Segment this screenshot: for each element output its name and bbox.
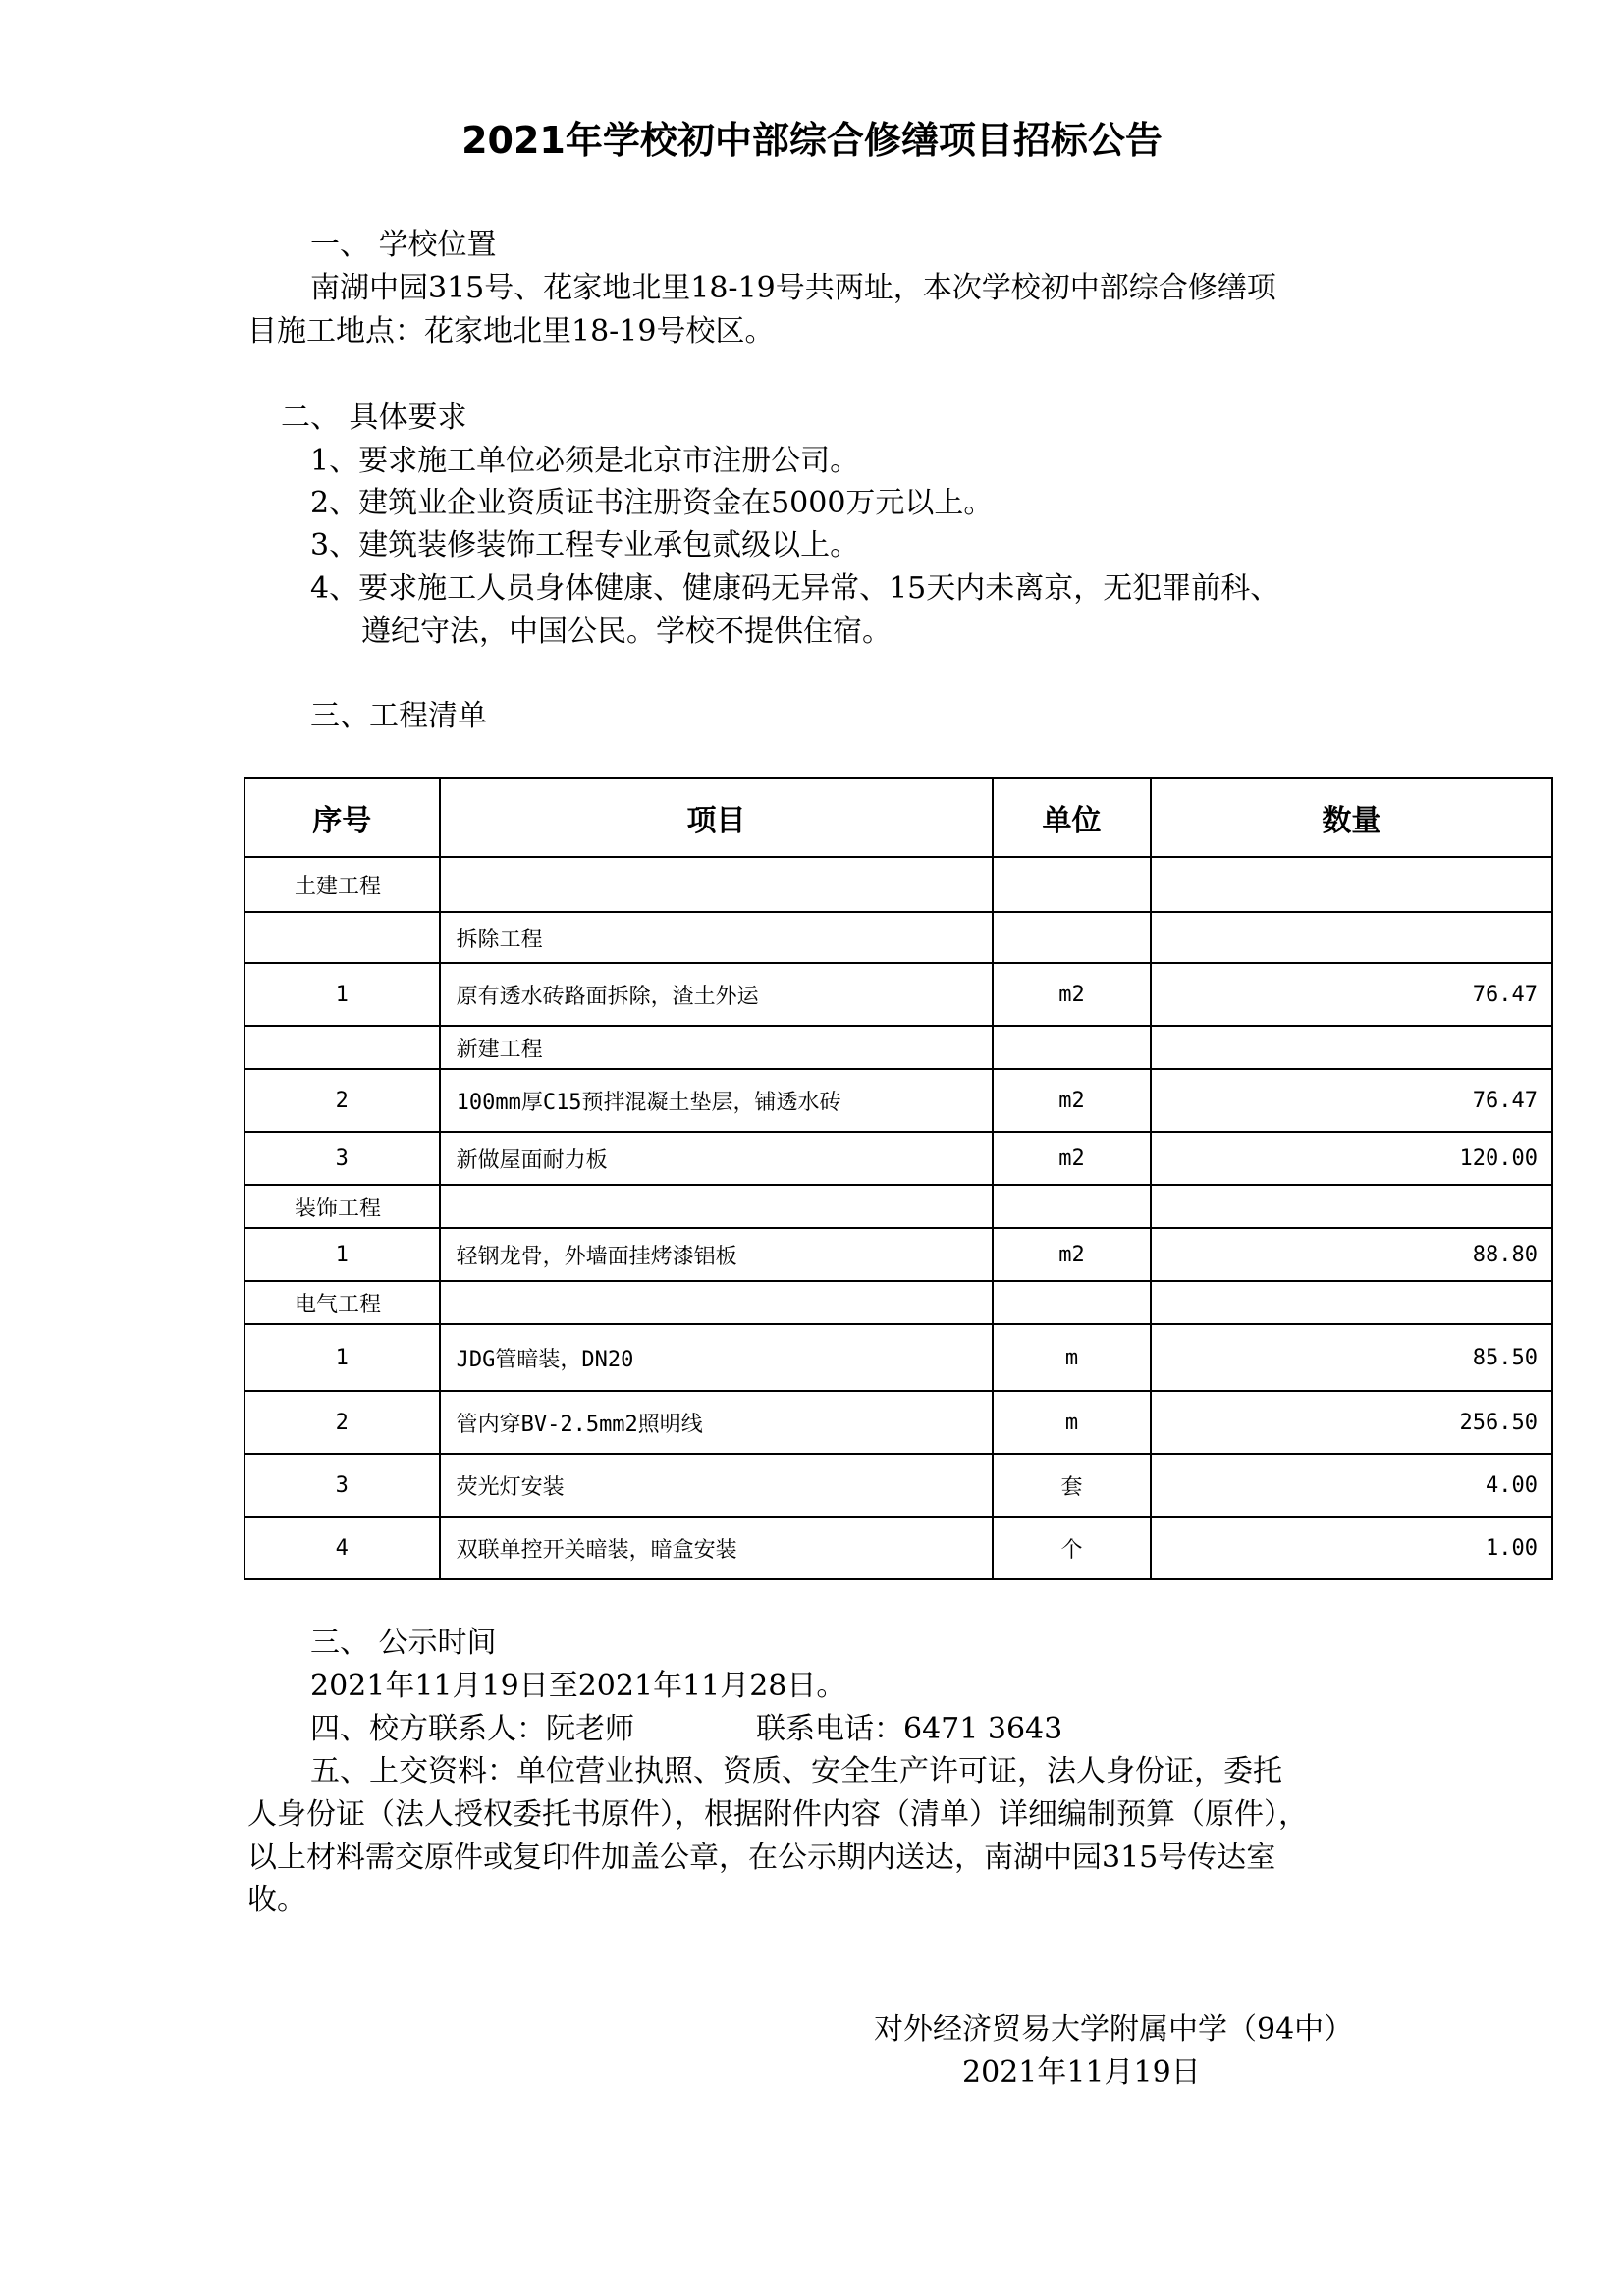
number-cell (244, 912, 440, 963)
number-cell: 2 (244, 1069, 440, 1132)
unit-cell: m2 (993, 1132, 1150, 1185)
table-row (244, 1454, 1552, 1517)
bill-of-quantities-table (244, 777, 1553, 1580)
quantity-cell: 76.47 (1151, 1069, 1552, 1132)
quantity-cell: 256.50 (1151, 1391, 1552, 1454)
table-row-category (244, 1281, 1552, 1324)
issuer-organization: 对外经济贸易大学附属中学（94中） (874, 2012, 1354, 2047)
section1-heading: 一、 学校位置 (310, 228, 497, 262)
subcategory-cell: 新建工程 (440, 1026, 994, 1069)
item-cell: 100mm厚C15预拌混凝土垫层，铺透水砖 (440, 1069, 994, 1132)
header-item: 项目 (440, 778, 994, 857)
contact-person: 四、校方联系人：阮老师 (310, 1712, 634, 1746)
unit-cell: m2 (993, 1069, 1150, 1132)
requirement-item: 3、建筑装修装饰工程专业承包贰级以上。 (310, 528, 860, 562)
number-cell: 3 (244, 1454, 440, 1517)
number-cell: 1 (244, 963, 440, 1026)
category-cell: 电气工程 (244, 1281, 440, 1324)
unit-cell: m (993, 1391, 1150, 1454)
table-row-subcategory (244, 1026, 1552, 1069)
item-cell: 新做屋面耐力板 (440, 1132, 994, 1185)
unit-cell (993, 1185, 1150, 1228)
section1-line2: 目施工地点：花家地北里18-19号校区。 (247, 314, 775, 348)
subcategory-cell: 拆除工程 (440, 912, 994, 963)
item-cell: 原有透水砖路面拆除，渣土外运 (440, 963, 994, 1026)
unit-cell (993, 857, 1150, 912)
number-cell: 3 (244, 1132, 440, 1185)
unit-cell: 套 (993, 1454, 1150, 1517)
quantity-cell (1151, 1281, 1552, 1324)
quantity-cell (1151, 857, 1552, 912)
submission-line2: 人身份证（法人授权委托书原件），根据附件内容（清单）详细编制预算（原件）， (247, 1797, 1308, 1832)
submission-line1: 五、上交资料：单位营业执照、资质、安全生产许可证，法人身份证，委托 (310, 1754, 1282, 1789)
table-row (244, 963, 1552, 1026)
item-cell: JDG管暗装，DN20 (440, 1324, 994, 1391)
item-cell (440, 1281, 994, 1324)
table-row (244, 1324, 1552, 1391)
unit-cell (993, 1281, 1150, 1324)
quantity-cell: 1.00 (1151, 1517, 1552, 1579)
quantity-cell: 88.80 (1151, 1228, 1552, 1281)
category-cell: 装饰工程 (244, 1185, 440, 1228)
number-cell: 1 (244, 1324, 440, 1391)
unit-cell: m (993, 1324, 1150, 1391)
category-cell: 土建工程 (244, 857, 440, 912)
quantity-cell: 85.50 (1151, 1324, 1552, 1391)
quantity-cell: 4.00 (1151, 1454, 1552, 1517)
document-title: 2021年学校初中部综合修缮项目招标公告 (461, 119, 1163, 162)
number-cell: 4 (244, 1517, 440, 1579)
unit-cell (993, 1026, 1150, 1069)
table-row-subcategory (244, 912, 1552, 963)
requirement-item: 1、要求施工单位必须是北京市注册公司。 (310, 444, 860, 478)
section2-heading: 二、 具体要求 (281, 400, 467, 435)
publicity-period: 2021年11月19日至2021年11月28日。 (310, 1669, 846, 1703)
quantity-cell (1151, 912, 1552, 963)
requirement-item-continued: 遵纪守法，中国公民。学校不提供住宿。 (361, 614, 892, 649)
unit-cell: 个 (993, 1517, 1150, 1579)
table-row (244, 1228, 1552, 1281)
quantity-cell (1151, 1185, 1552, 1228)
issue-date: 2021年11月19日 (962, 2056, 1201, 2090)
item-cell: 轻钢龙骨，外墙面挂烤漆铝板 (440, 1228, 994, 1281)
submission-line4: 收。 (247, 1883, 306, 1917)
section3-heading: 三、工程清单 (310, 699, 487, 733)
item-cell (440, 857, 994, 912)
number-cell: 1 (244, 1228, 440, 1281)
number-cell: 2 (244, 1391, 440, 1454)
table-row-category (244, 857, 1552, 912)
number-cell (244, 1026, 440, 1069)
item-cell (440, 1185, 994, 1228)
quantity-cell (1151, 1026, 1552, 1069)
unit-cell: m2 (993, 963, 1150, 1026)
header-quantity: 数量 (1151, 778, 1552, 857)
unit-cell: m2 (993, 1228, 1150, 1281)
table-header-row (244, 778, 1552, 857)
submission-line3: 以上材料需交原件或复印件加盖公章，在公示期内送达，南湖中园315号传达室 (247, 1841, 1276, 1875)
contact-phone: 联系电话：6471 3643 (756, 1712, 1063, 1746)
unit-cell (993, 912, 1150, 963)
quantity-cell: 120.00 (1151, 1132, 1552, 1185)
section1-line1: 南湖中园315号、花家地北里18-19号共两址，本次学校初中部综合修缮项 (310, 271, 1276, 305)
requirement-item: 2、建筑业企业资质证书注册资金在5000万元以上。 (310, 486, 994, 520)
item-cell: 管内穿BV-2.5mm2照明线 (440, 1391, 994, 1454)
item-cell: 荧光灯安装 (440, 1454, 994, 1517)
header-number: 序号 (244, 778, 440, 857)
header-unit: 单位 (993, 778, 1150, 857)
publicity-period-heading: 三、 公示时间 (310, 1626, 497, 1660)
quantity-cell: 76.47 (1151, 963, 1552, 1026)
requirement-item: 4、要求施工人员身体健康、健康码无异常、15天内未离京，无犯罪前科、 (310, 571, 1280, 606)
table-row-category (244, 1185, 1552, 1228)
table-row (244, 1132, 1552, 1185)
table-row (244, 1517, 1552, 1579)
item-cell: 双联单控开关暗装，暗盒安装 (440, 1517, 994, 1579)
table-row (244, 1069, 1552, 1132)
table-row (244, 1391, 1552, 1454)
